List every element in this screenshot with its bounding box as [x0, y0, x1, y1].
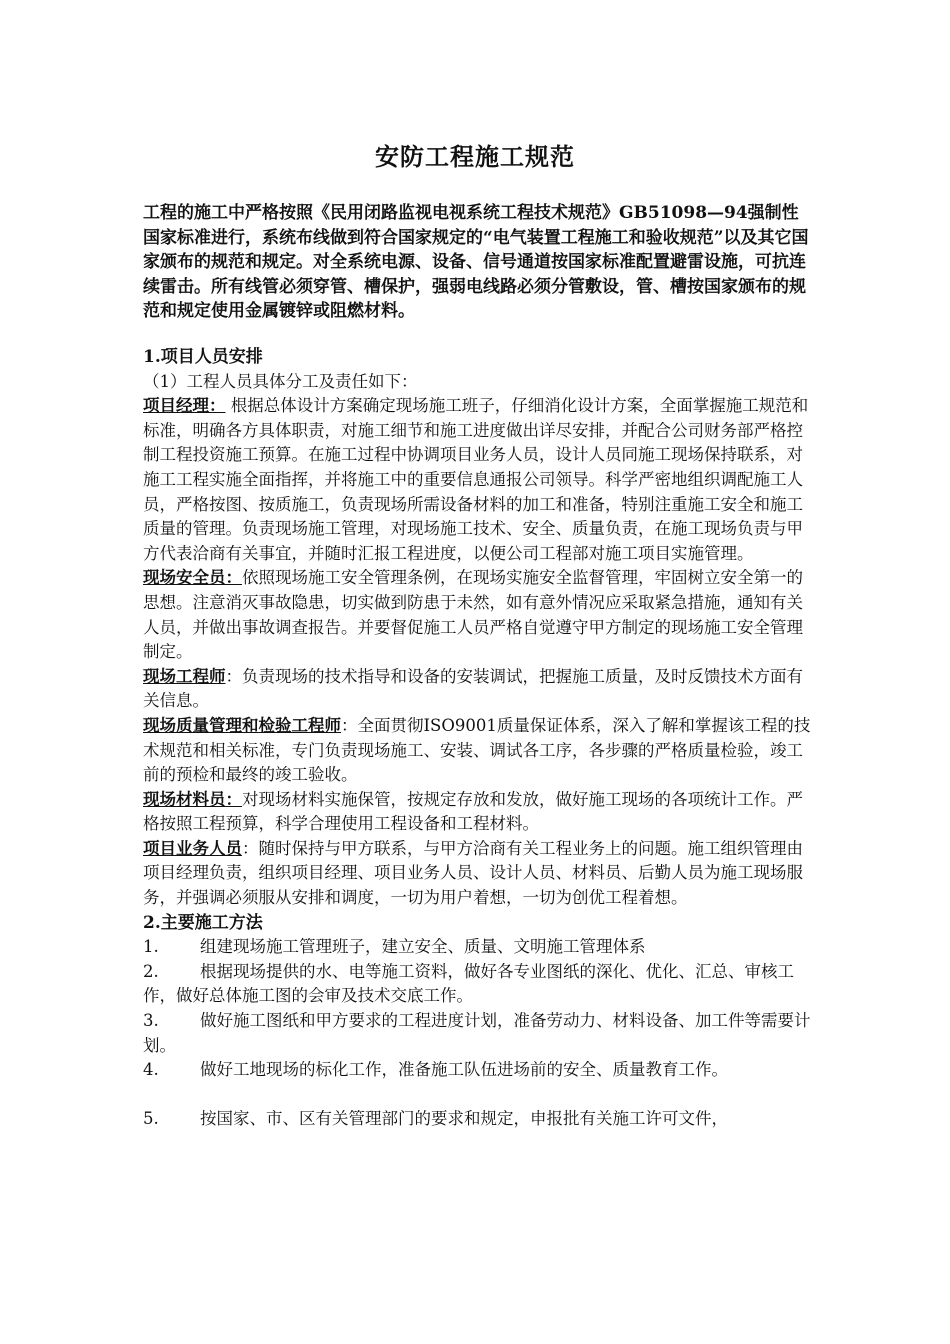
list-item-number: 3.: [143, 1011, 159, 1031]
role-materials-officer: [143, 788, 815, 837]
role-quality-engineer: [143, 714, 815, 788]
list-item-number: 4.: [143, 1060, 159, 1080]
role-label: 现场质量管理和检验工程师: [143, 715, 341, 735]
role-description: ：全面贯彻ISO9001质量保证体系，深入了解和掌握该工程的技术规范和相关标准，专门负责现场施工、安装、调试各工序，各步骤的严格质量检验，竣工前的预检和最终的竣工验收。: [143, 715, 811, 785]
paragraph-gap: [143, 1083, 815, 1108]
section-1-subheading: （1）工程人员具体分工及责任如下：: [143, 371, 418, 391]
list-item-number: 2.: [143, 961, 159, 981]
section-2-heading: 2.主要施工方法: [143, 912, 263, 933]
role-safety-officer: [143, 566, 815, 664]
list-item: [143, 1107, 815, 1132]
section-1-heading: 1.项目人员安排: [143, 347, 263, 367]
role-label: 现场工程师: [143, 666, 226, 686]
role-description: 根据总体设计方案确定现场施工班子，仔细消化设计方案，全面掌握施工规范和标准，明确各方具体职责，对施工细节和施工进度做出详尽安排，并配合公司财务部严格控制工程投资施工预算。在施工过程中协调项目业务人员，设计人员同施工现场保持联系，对施工工程实施全面指挥，并将施工中的重要信息通报公司领导。科学严密地组织调配施工人员，严格按图、按质施工，负责现场所需设备材料的加工和准备，特别注重施工安全和施工质量的管理。负责现场施工管理，对现场施工技术、安全、质量负责，在施工现场负责与甲方代表洽商有关事宜，并随时汇报工程进度，以便公司工程部对施工项目实施管理。: [143, 396, 809, 563]
list-item-text: 组建现场施工管理班子，建立安全、质量、文明施工管理体系: [200, 937, 646, 957]
document-body: [143, 345, 815, 1132]
list-item-text: 做好施工图纸和甲方要求的工程进度计划，准备劳动力、材料设备、加工件等需要计划。: [143, 1011, 811, 1055]
list-item-text: 按国家、市、区有关管理部门的要求和规定，申报批有关施工许可文件，: [200, 1109, 728, 1129]
list-item-text: 根据现场提供的水、电等施工资料，做好各专业图纸的深化、优化、汇总、审核工作，做好总体施工图的会审及技术交底工作。: [143, 961, 794, 1006]
role-business-staff: [143, 837, 815, 911]
list-item-text: 做好工地现场的标化工作，准备施工队伍进场前的安全、质量教育工作。: [200, 1060, 728, 1080]
role-label: 项目经理：: [143, 396, 226, 416]
list-item: [143, 1058, 815, 1083]
role-label: 项目业务人员: [143, 838, 242, 858]
role-description: 对现场材料实施保管，按规定存放和发放，做好施工现场的各项统计工作。严格按照工程预算，科学合理使用工程设备和工程材料。: [143, 789, 803, 834]
list-item-number: 5.: [143, 1109, 159, 1129]
role-label: 现场材料员：: [143, 789, 242, 809]
role-label: 现场安全员：: [143, 568, 242, 588]
intro-paragraph: 工程的施工中严格按照《民用闭路监视电视系统工程技术规范》GB51098—94强制性国家标准进行，系统布线做到符合国家规定的“电气装置工程施工和验收规范”以及其它国家颁布的规范和规定。对全系统电源、设备、信号通道按国家标准配置避雷设施，可抗连续雷击。所有线管必须穿管、槽保护，强弱电线路必须分管敷设，管、槽按国家颁布的规范和规定使用金属镀锌或阻燃材料。: [143, 203, 809, 322]
role-site-engineer: [143, 665, 815, 714]
role-description: ：负责现场的技术指导和设备的安装调试，把握施工质量，及时反馈技术方面有关信息。: [143, 666, 803, 711]
role-description: 依照现场施工安全管理条例，在现场实施安全监督管理，牢固树立安全第一的思想。注意消灭事故隐患，切实做到防患于未然，如有意外情况应采取紧急措施，通知有关人员，并做出事故调查报告。并要督促施工人员严格自觉遵守甲方制定的现场施工安全管理制定。: [143, 568, 803, 662]
document-title: 安防工程施工规范: [375, 142, 575, 171]
list-item: [143, 960, 815, 1009]
list-item: [143, 1009, 815, 1058]
list-item-number: 1.: [143, 937, 159, 957]
role-project-manager: [143, 394, 815, 566]
role-description: ：随时保持与甲方联系，与甲方洽商有关工程业务上的问题。施工组织管理由项目经理负责，组织项目经理、项目业务人员、设计人员、材料员、后勤人员为施工现场服务，并强调必须服从安排和调度，一切为用户着想，一切为创优工程着想。: [143, 838, 803, 908]
list-item: [143, 935, 815, 960]
